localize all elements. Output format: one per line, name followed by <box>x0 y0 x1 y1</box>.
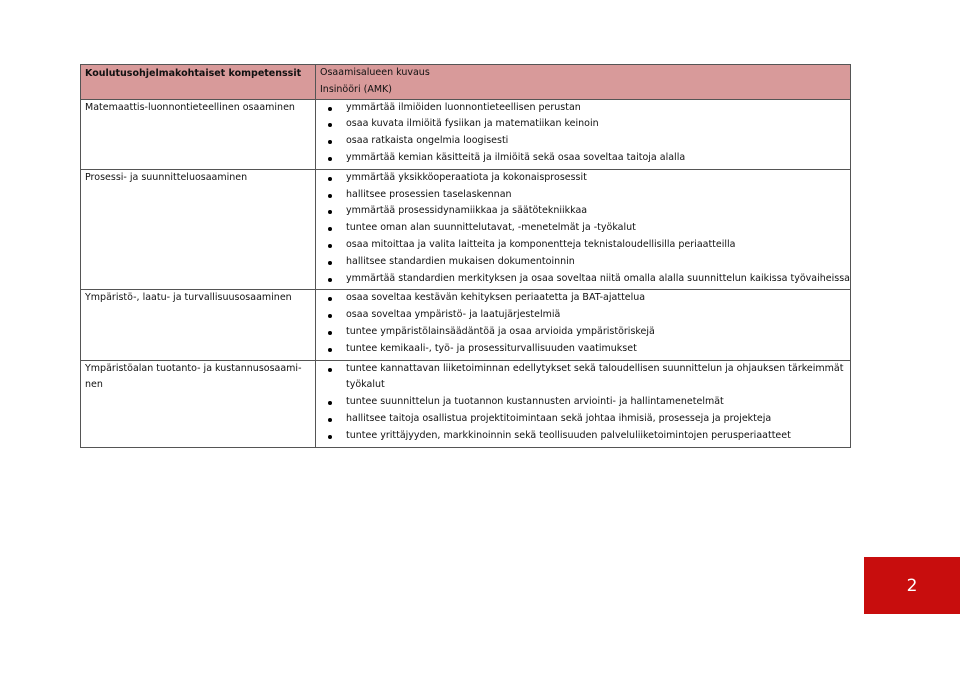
skill-item: hallitsee prosessien taselaskennan <box>320 187 846 204</box>
skill-list-cell <box>316 99 851 169</box>
table-row <box>81 360 851 447</box>
skill-item: ymmärtää standardien merkityksen ja osaa soveltaa niitä omalla alalla suunnittelun kaikissa työvaiheissa <box>320 271 846 288</box>
table-row <box>81 290 851 360</box>
skill-item: ymmärtää ilmiöiden luonnontieteellisen perustan <box>320 100 846 117</box>
header-description-title: Osaamisalueen kuvaus <box>320 67 430 78</box>
competence-area: Ympäristö-, laatu- ja turvallisuusosaaminen <box>81 290 316 360</box>
competence-area: Prosessi- ja suunnitteluosaaminen <box>81 169 316 290</box>
skill-list-cell <box>316 169 851 290</box>
skill-list <box>320 290 846 357</box>
skill-item-continuation: työkalut <box>346 379 385 391</box>
page-number: 2 <box>906 575 918 596</box>
table-row <box>81 99 851 169</box>
header-description <box>316 65 851 100</box>
skill-list-cell <box>316 360 851 447</box>
header-description-subtitle: Insinööri (AMK) <box>320 83 392 95</box>
skill-item: ymmärtää kemian käsitteitä ja ilmiöitä sekä osaa soveltaa taitoja alalla <box>320 150 846 167</box>
skill-item: ymmärtää yksikköoperaatiota ja kokonaisprosessit <box>320 170 846 187</box>
skill-item: osaa soveltaa kestävän kehityksen periaatetta ja BAT-ajattelua <box>320 290 846 307</box>
skill-item: osaa ratkaista ongelmia loogisesti <box>320 133 846 150</box>
competence-area: Matemaattis-luonnontieteellinen osaaminen <box>81 99 316 169</box>
skill-list-cell <box>316 290 851 360</box>
competence-table <box>80 64 851 448</box>
skill-list <box>320 361 846 445</box>
skill-item: tuntee yrittäjyyden, markkinoinnin sekä teollisuuden palveluliiketoimintojen perusperiaatteet <box>320 428 846 445</box>
skill-list <box>320 170 850 288</box>
header-competence: Koulutusohjelmakohtaiset kompetenssit <box>81 65 316 100</box>
page-number-badge <box>864 557 960 614</box>
skill-item: hallitsee taitoja osallistua projektitoimintaan sekä johtaa ihmisiä, prosesseja ja projekteja <box>320 411 846 428</box>
skill-item: tuntee suunnittelun ja tuotannon kustannusten arviointi- ja hallintamenetelmät <box>320 394 846 411</box>
skill-item: ymmärtää prosessidynamiikkaa ja säätötekniikkaa <box>320 203 846 220</box>
table-row <box>81 169 851 290</box>
skill-item: osaa mitoittaa ja valita laitteita ja komponentteja teknistaloudellisilla periaatteilla <box>320 237 846 254</box>
skill-item: tuntee kannattavan liiketoiminnan edellytykset sekä taloudellisen suunnittelun ja ohjauksen tärkeimmät <box>320 361 846 378</box>
competence-area: Ympäristöalan tuotanto- ja kustannusosaami- nen <box>81 360 316 447</box>
skill-item: tuntee ympäristölainsäädäntöä ja osaa arvioida ympäristöriskejä <box>320 324 846 341</box>
table-header-row <box>81 65 851 100</box>
skill-item: osaa kuvata ilmiöitä fysiikan ja matematiikan keinoin <box>320 116 846 133</box>
skill-list <box>320 100 846 167</box>
skill-item: tuntee kemikaali-, työ- ja prosessiturvallisuuden vaatimukset <box>320 341 846 358</box>
skill-item: tuntee oman alan suunnittelutavat, -menetelmät ja -työkalut <box>320 220 846 237</box>
skill-item: hallitsee standardien mukaisen dokumentoinnin <box>320 254 846 271</box>
skill-item: osaa soveltaa ympäristö- ja laatujärjestelmiä <box>320 307 846 324</box>
